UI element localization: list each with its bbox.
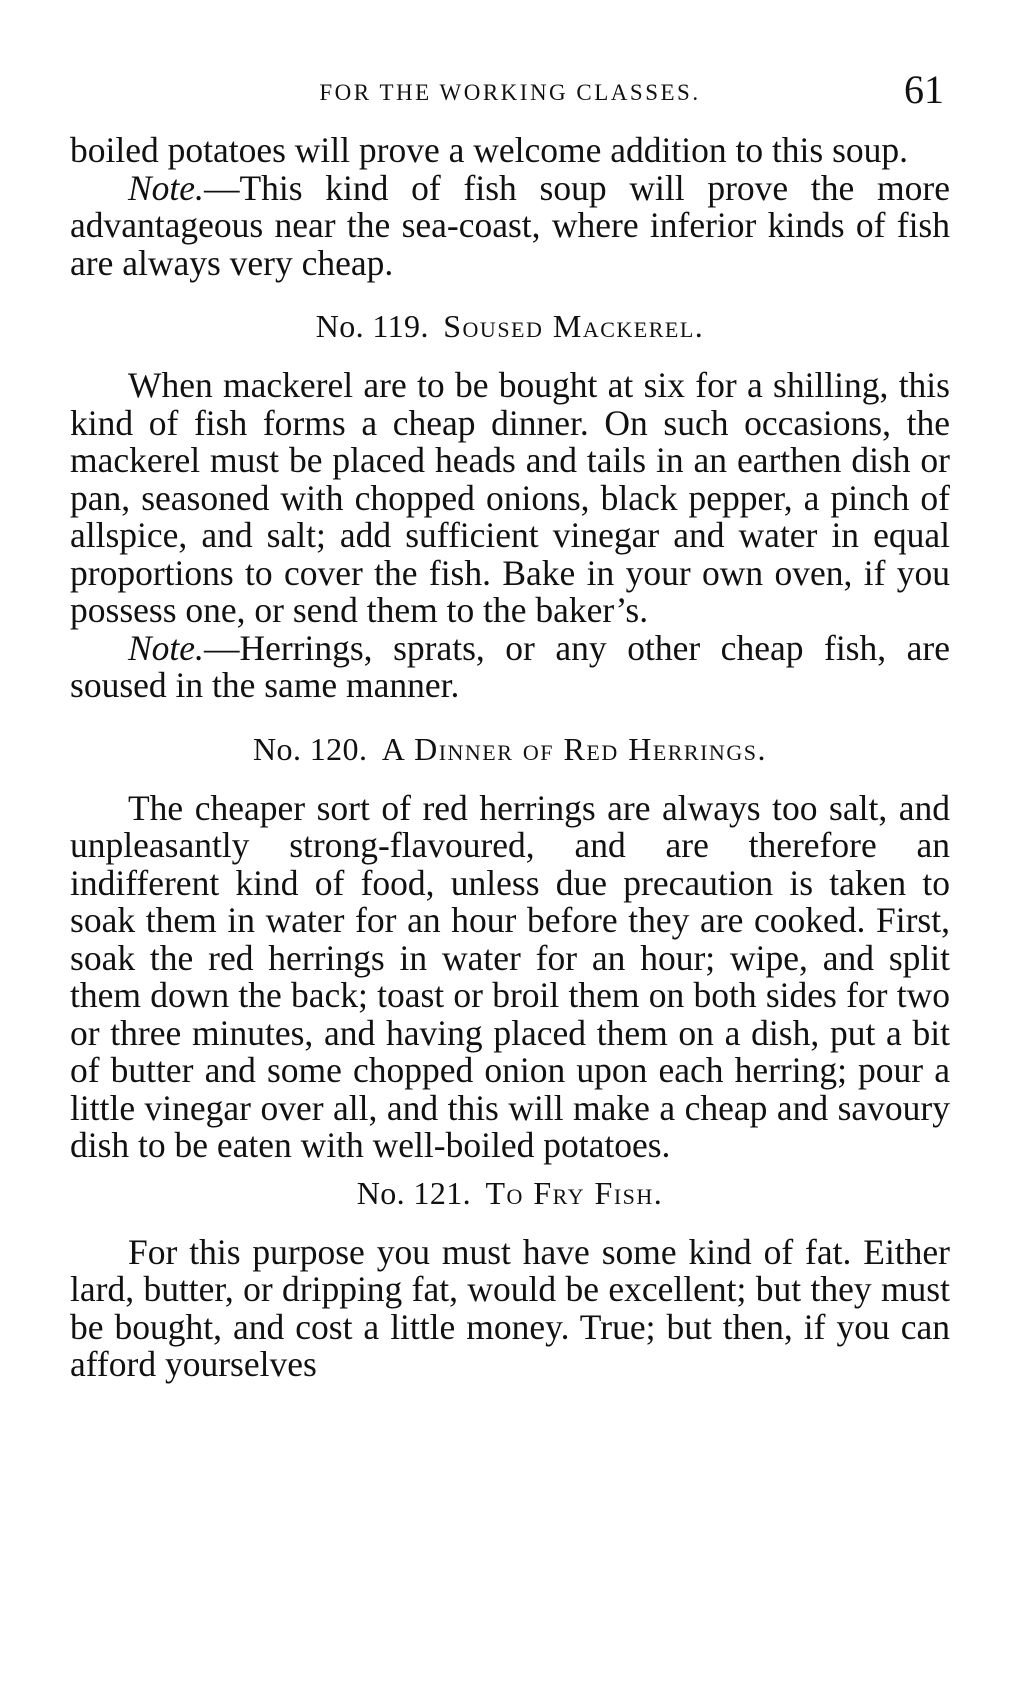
recipe-title: Soused Mackerel. — [443, 308, 705, 344]
recipe-body-119: When mackerel are to be bought at six for a shilling, this kind of fish forms a cheap dinner. On such occasions, the mackerel must be placed heads and tails in an earthen dish or pan, seasoned with chopped onions, black pepper, a pinch of allspice, and salt; add sufficient vinegar and water in equal proportions to cover the fish. Bake in your own oven, if you possess one, or send them to the baker’s. — [70, 365, 950, 630]
page-number: 61 — [904, 67, 944, 112]
recipe-note-119 — [70, 627, 950, 705]
running-title: FOR THE WORKING CLASSES. — [319, 80, 701, 105]
recipe-note-text: —Herrings, sprats, or any other cheap fish, are soused in the same manner. — [70, 627, 950, 705]
recipe-title: A Dinner of Red Herrings. — [381, 730, 767, 767]
book-page — [70, 67, 950, 1384]
recipe-heading-121 — [70, 1175, 950, 1212]
recipe-body-120: The cheaper sort of red herrings are always too salt, and unpleasantly strong-flavoured, and are therefore an indifferent kind of food, unless due precaution is taken to soak them in water for an hour before they are cooked. First, soak the red herrings in water for an hour; wipe, and split them down the back; toast or broil them on both sides for two or three minutes, and having placed them on a dish, put a bit of butter and some chopped onion upon each herring; pour a little vinegar over all, and this will make a cheap and savoury dish to be eaten with well-boiled potatoes. — [70, 787, 950, 1165]
intro-note — [70, 167, 950, 283]
recipe-heading-120 — [70, 731, 950, 768]
recipe-number: No. 119. — [315, 308, 429, 344]
recipe-heading-119 — [70, 308, 950, 345]
running-head — [70, 67, 950, 120]
intro-note-label: Note. — [128, 167, 204, 208]
intro-note-text: —This kind of fish soup will prove the more advantageous near the sea-coast, where inferior kinds of fish are always very cheap. — [70, 167, 950, 283]
recipe-title: To Fry Fish. — [485, 1174, 664, 1211]
intro-continuation: boiled potatoes will prove a welcome addition to this soup. — [70, 130, 909, 170]
recipe-number: No. 121. — [356, 1174, 472, 1211]
recipe-body-121: For this purpose you must have some kind of fat. Either lard, butter, or dripping fat, would be excellent; but they must be bought, and cost a little money. True; but then, if you can afford yourselves — [70, 1231, 950, 1384]
recipe-note-label: Note. — [128, 627, 204, 668]
recipe-number: No. 120. — [253, 730, 368, 767]
